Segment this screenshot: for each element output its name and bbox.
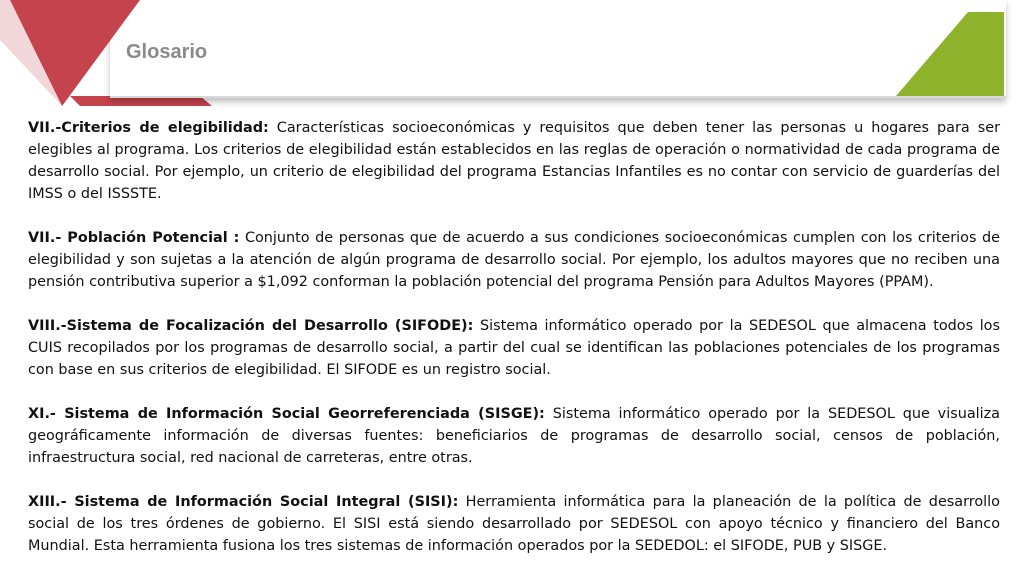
glossary-entry-sisge: [28, 403, 1000, 469]
glossary-entry-sisi: [28, 491, 1000, 557]
glossary-content: [28, 117, 1000, 579]
glossary-definition: Características socioeconómicas y requisitos que deben tener las personas u hogares para ser elegibles al programa. Los criterios de elegibilidad están establecidos en las reglas de operación o normatividad de cada programa de desarrollo social. Por ejemplo, un criterio de elegibilidad del programa Estancias Infantiles es no contar con servicio de guarderías del IMSS o del ISSSTE.: [28, 120, 1000, 202]
glossary-entry-poblacion: [28, 227, 1000, 293]
glossary-definition: Herramienta informática para la planeación de la política de desarrollo social de los tres órdenes de gobierno. El SISI está siendo desarrollado por SEDESOL con apoyo técnico y financiero del Banco Mundial. Esta herramienta fusiona los tres sistemas de información operados por la SEDEDOL: el SIFODE, PUB y SISGE.: [28, 494, 1000, 554]
glossary-term: XI.- Sistema de Información Social Georreferenciada (SISGE):: [28, 406, 545, 422]
glossary-definition: Sistema informático operado por la SEDESOL que almacena todos los CUIS recopilados por los programas de desarrollo social, a partir del cual se identifican las poblaciones potenciales de los programas con base en sus criterios de elegibilidad. El SIFODE es un registro social.: [28, 318, 1000, 378]
red-triangle-front: [40, 0, 140, 106]
page-title: Glosario: [126, 41, 208, 63]
glossary-definition: Sistema informático operado por la SEDESOL que visualiza geográficamente información de diversas fuentes: beneficiarios de programas de desarrollo social, censos de población, infraestructura social, red nacional de carreteras, entre otras.: [28, 406, 1001, 466]
green-parallelogram-shape: [896, 12, 1004, 96]
glossary-term: VIII.-Sistema de Focalización del Desarrollo (SIFODE):: [28, 318, 474, 334]
glossary-term: XIII.- Sistema de Información Social Integral (SISI):: [28, 494, 459, 510]
glossary-entry-criterios: [28, 117, 1000, 205]
glossary-definition: Conjunto de personas que de acuerdo a sus condiciones socioeconómicas cumplen con los criterios de elegibilidad y son sujetas a la atención de algún programa de desarrollo social. Por ejemplo, los adultos mayores que no reciben una pensión contributiva superior a $1,092 conforman la población potencial del programa Pensión para Adultos Mayores (PPAM).: [28, 230, 1001, 290]
glossary-term: VII.- Población Potencial :: [28, 230, 240, 246]
glossary-entry-sifode: [28, 315, 1000, 381]
glossary-term: VII.-Criterios de elegibilidad:: [28, 120, 269, 136]
